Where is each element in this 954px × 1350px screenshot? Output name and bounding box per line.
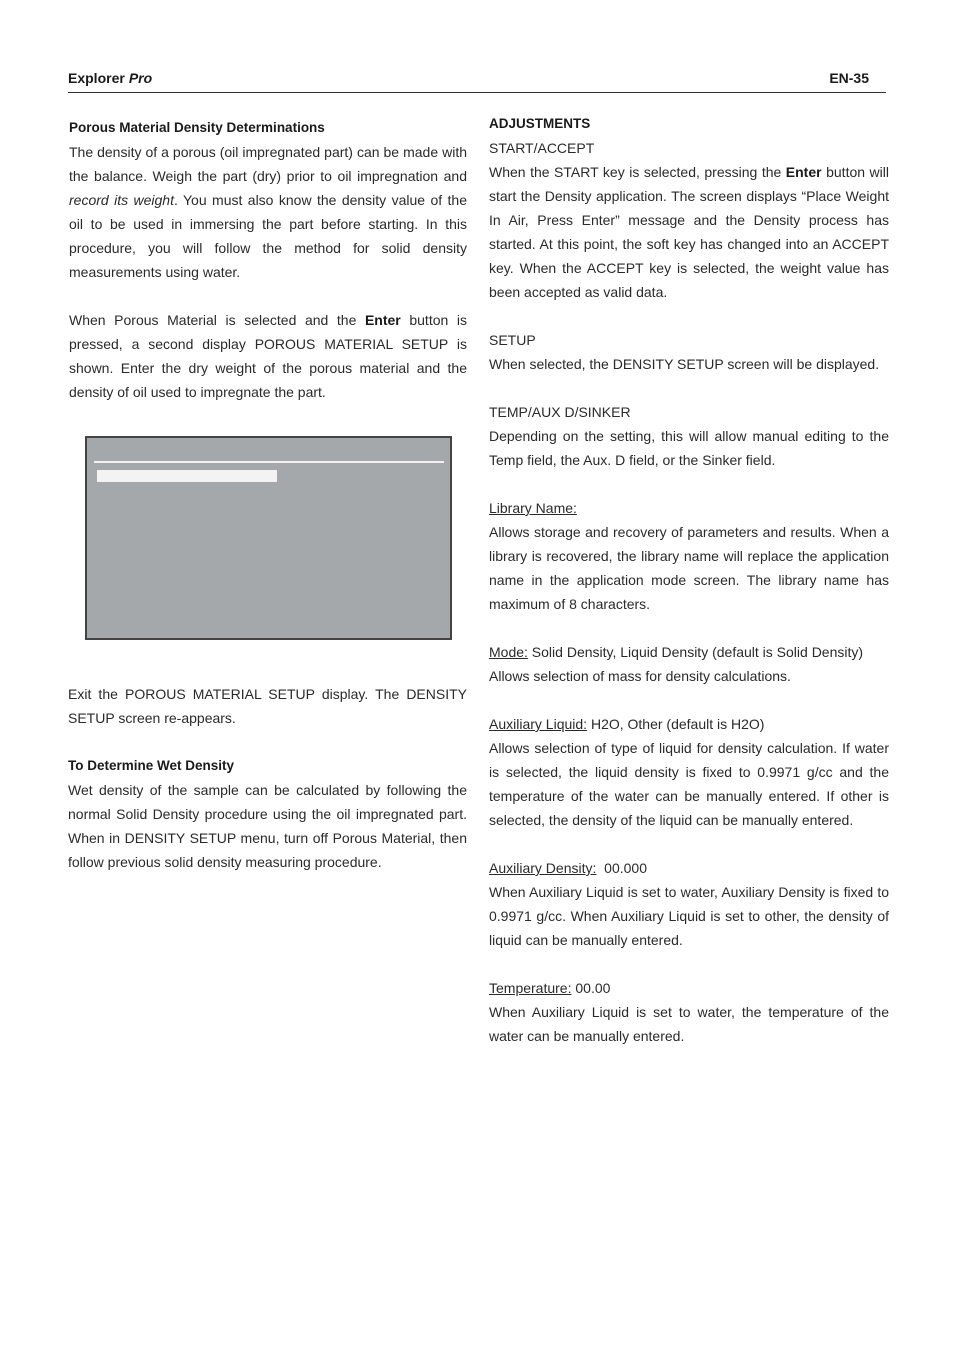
- temp-aux-title: TEMP/AUX D/SINKER: [489, 404, 631, 420]
- library-name-paragraph: Allows storage and recovery of parameters and results. When a library is recovered, the library name will replace the application name in the application mode screen. The library name has maximum of 8 characters.: [489, 524, 889, 612]
- aux-density-label: Auxiliary Density:: [489, 860, 597, 876]
- aux-density-value: 00.000: [596, 860, 647, 876]
- porous-p1-text-b: . You must also know the density value of the oil to be used in immersing the part before starting. In this procedure, you will follow the method for solid density measurements using water.: [69, 192, 467, 280]
- aux-density-paragraph: When Auxiliary Liquid is set to water, Auxiliary Density is fixed to 0.9971 g/cc. When Auxiliary Liquid is set to other, the density of liquid can be manually entered.: [489, 884, 889, 948]
- left-column-bottom: [68, 682, 467, 874]
- porous-paragraph-2: [69, 308, 467, 404]
- temperature-row: [489, 976, 889, 1000]
- mode-row: [489, 640, 889, 664]
- porous-p1-italic: record its weight: [69, 192, 174, 208]
- left-column-top: [69, 116, 467, 404]
- start-accept-title: START/ACCEPT: [489, 140, 595, 156]
- temperature-paragraph: When Auxiliary Liquid is set to water, the temperature of the water can be manually entered.: [489, 1004, 889, 1044]
- porous-p2-text-b: button is pressed, a second display POROUS MATERIAL SETUP is shown. Enter the dry weight of the porous material and the density of oil used to impregnate the part.: [69, 312, 467, 400]
- aux-liquid-paragraph: Allows selection of type of liquid for density calculation. If water is selected, the liquid density is fixed to 0.9971 g/cc and the temperature of the water can be manually entered. If other is selected, the density of the liquid can be manually entered.: [489, 740, 889, 828]
- title-italic: Pro: [128, 70, 153, 86]
- header-rule: [68, 92, 886, 93]
- temperature-label: Temperature:: [489, 980, 572, 996]
- aux-liquid-label: Auxiliary Liquid:: [489, 716, 588, 732]
- porous-p1-text-a: The density of a porous (oil impregnated part) can be made with the balance. Weigh the part (dry) prior to oil impregnation and: [69, 144, 467, 184]
- library-name-label: Library Name:: [489, 500, 577, 516]
- porous-paragraph-1: [69, 140, 467, 284]
- temp-aux-paragraph: Depending on the setting, this will allow manual editing to the Temp field, the Aux. D field, or the Sinker field.: [489, 428, 889, 468]
- start-accept-paragraph: [489, 160, 889, 304]
- exit-paragraph: Exit the POROUS MATERIAL SETUP display. The DENSITY SETUP screen re-appears.: [68, 686, 467, 726]
- title-text: Explorer: [68, 70, 125, 86]
- aux-liquid-value: H2O, Other (default is H2O): [587, 716, 765, 732]
- wet-density-heading: To Determine Wet Density: [68, 758, 235, 773]
- setup-paragraph: When selected, the DENSITY SETUP screen will be displayed.: [489, 356, 880, 372]
- display-highlight-bar: [97, 470, 277, 482]
- mode-label: Mode:: [489, 644, 528, 660]
- display-divider: [94, 461, 444, 463]
- aux-density-row: [489, 856, 889, 880]
- porous-p2-bold: Enter: [364, 312, 401, 328]
- library-name-row: [489, 496, 889, 520]
- document-title: [68, 70, 152, 86]
- start-bold: Enter: [785, 164, 822, 180]
- start-text-b: button will start the Density application. The screen displays “Place Weight In Air, Press Enter” message and the Density process has started. At this point, the soft key has changed into an ACCEPT key. When the ACCEPT key is selected, the weight value has been accepted as valid data.: [489, 164, 889, 300]
- adjustments-heading: ADJUSTMENTS: [489, 116, 591, 131]
- setup-title: SETUP: [489, 332, 536, 348]
- mode-value: Solid Density, Liquid Density (default is Solid Density): [527, 644, 864, 660]
- mode-paragraph: Allows selection of mass for density calculations.: [489, 668, 791, 684]
- porous-p2-text-a: When Porous Material is selected and the: [69, 312, 365, 328]
- right-column: [489, 112, 889, 1048]
- porous-setup-display: [85, 436, 452, 640]
- porous-heading: Porous Material Density Determinations: [69, 120, 325, 135]
- start-text-a: When the START key is selected, pressing the: [489, 164, 786, 180]
- page-number: EN-35: [829, 70, 869, 86]
- temperature-value: 00.00: [571, 980, 611, 996]
- aux-liquid-row: [489, 712, 889, 736]
- wet-density-paragraph: Wet density of the sample can be calculated by following the normal Solid Density procedure using the oil impregnated part. When in DENSITY SETUP menu, turn off Porous Material, then follow previous solid density measuring procedure.: [68, 782, 467, 870]
